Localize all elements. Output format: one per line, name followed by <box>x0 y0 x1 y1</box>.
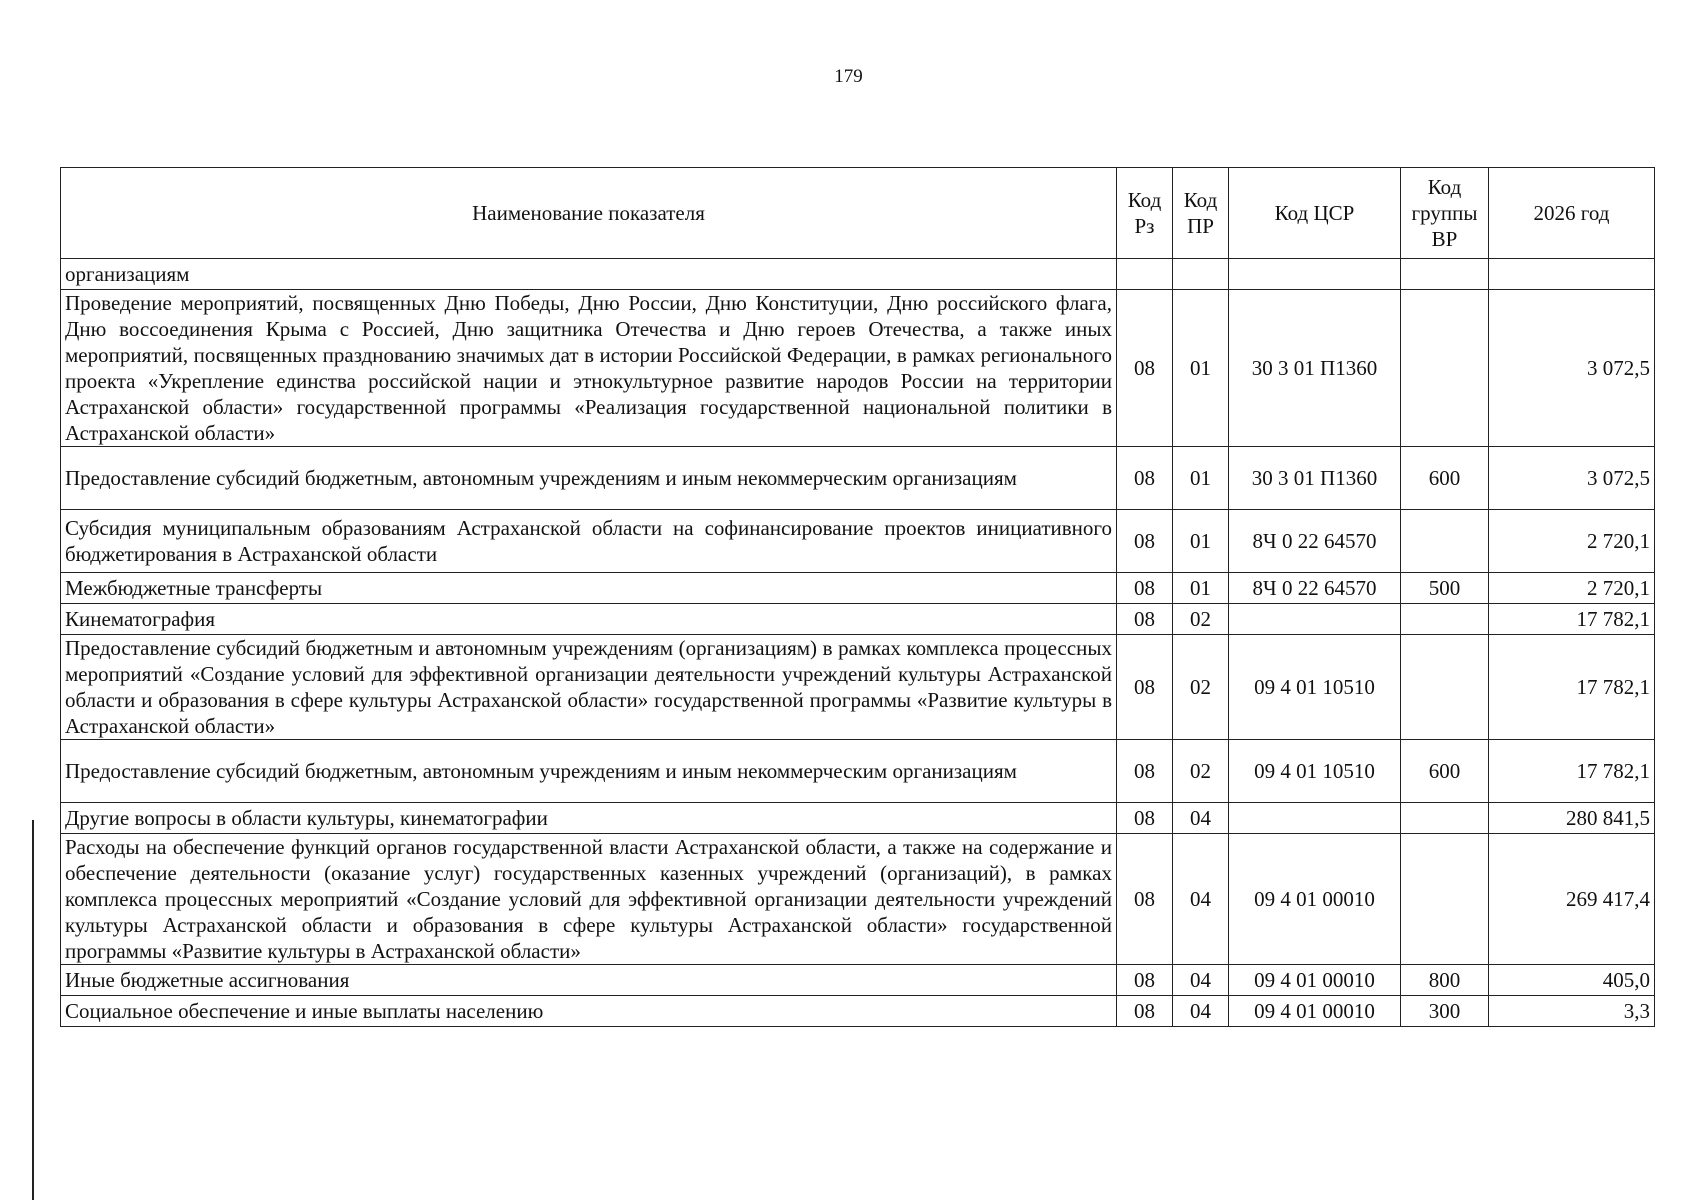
row-vr: 600 <box>1401 740 1489 803</box>
row-name: Проведение мероприятий, посвященных Дню Победы, Дню России, Дню Конституции, Дню российского флага, Дню воссоединения Крыма с Россией, Дню защитника Отечества и Дню героев Отечества, а также иных мероприятий, посвященных празднованию значимых дат в истории Российской Федерации, в рамках регионального проекта «Укрепление единства российской нации и этнокультурное развитие народов России на территории Астраханской области» государственной программы «Реализация государственной национальной политики в Астраханской области» <box>61 290 1117 447</box>
table-row <box>61 834 1655 965</box>
row-vr: 600 <box>1401 447 1489 510</box>
row-name: Иные бюджетные ассигнования <box>61 965 1117 996</box>
row-name: Субсидия муниципальным образованиям Астраханской области на софинансирование проектов инициативного бюджетирования в Астраханской области <box>61 510 1117 573</box>
row-amount: 405,0 <box>1489 965 1655 996</box>
table-row <box>61 740 1655 803</box>
row-pr: 04 <box>1173 803 1229 834</box>
table-row <box>61 803 1655 834</box>
row-name: Расходы на обеспечение функций органов государственной власти Астраханской области, а также на содержание и обеспечение деятельности (оказание услуг) государственных казенных учреждений (организаций), в рамках комплекса процессных мероприятий «Создание условий для эффективной организации деятельности учреждений культуры Астраханской области и образования в сфере культуры Астраханской области» государственной программы «Развитие культуры в Астраханской области» <box>61 834 1117 965</box>
row-vr <box>1401 803 1489 834</box>
table-row <box>61 604 1655 635</box>
row-name: Предоставление субсидий бюджетным и автономным учреждениям (организациям) в рамках комплекса процессных мероприятий «Создание условий для эффективной организации деятельности учреждений культуры Астраханской области и образования в сфере культуры Астраханской области» государственной программы «Развитие культуры в Астраханской области» <box>61 635 1117 740</box>
row-vr: 300 <box>1401 996 1489 1027</box>
row-pr: 02 <box>1173 740 1229 803</box>
row-rz <box>1117 259 1173 290</box>
row-amount: 3 072,5 <box>1489 290 1655 447</box>
table-row <box>61 573 1655 604</box>
row-pr: 01 <box>1173 447 1229 510</box>
table-row <box>61 510 1655 573</box>
row-vr <box>1401 635 1489 740</box>
row-name: Межбюджетные трансферты <box>61 573 1117 604</box>
row-csr: 09 4 01 00010 <box>1229 834 1401 965</box>
row-vr: 500 <box>1401 573 1489 604</box>
budget-table <box>60 167 1655 1027</box>
row-csr: 30 3 01 П1360 <box>1229 290 1401 447</box>
header-csr: Код ЦСР <box>1229 168 1401 259</box>
row-amount: 3 072,5 <box>1489 447 1655 510</box>
row-name: Социальное обеспечение и иные выплаты населению <box>61 996 1117 1027</box>
row-name: Другие вопросы в области культуры, кинематографии <box>61 803 1117 834</box>
row-name: Кинематография <box>61 604 1117 635</box>
row-rz: 08 <box>1117 965 1173 996</box>
table-row <box>61 635 1655 740</box>
table-row <box>61 447 1655 510</box>
row-csr <box>1229 604 1401 635</box>
row-name: организациям <box>61 259 1117 290</box>
header-year: 2026 год <box>1489 168 1655 259</box>
row-name: Предоставление субсидий бюджетным, автономным учреждениям и иным некоммерческим организациям <box>61 740 1117 803</box>
row-rz: 08 <box>1117 635 1173 740</box>
row-rz: 08 <box>1117 740 1173 803</box>
row-vr <box>1401 259 1489 290</box>
row-pr: 04 <box>1173 996 1229 1027</box>
row-csr: 8Ч 0 22 64570 <box>1229 573 1401 604</box>
row-amount: 2 720,1 <box>1489 510 1655 573</box>
row-csr: 09 4 01 10510 <box>1229 740 1401 803</box>
row-pr: 01 <box>1173 290 1229 447</box>
table-header-row <box>61 168 1655 259</box>
row-pr: 02 <box>1173 635 1229 740</box>
row-csr: 09 4 01 10510 <box>1229 635 1401 740</box>
table-row <box>61 965 1655 996</box>
row-rz: 08 <box>1117 803 1173 834</box>
row-csr: 8Ч 0 22 64570 <box>1229 510 1401 573</box>
row-pr: 01 <box>1173 573 1229 604</box>
row-vr <box>1401 834 1489 965</box>
row-rz: 08 <box>1117 510 1173 573</box>
row-amount <box>1489 259 1655 290</box>
row-name: Предоставление субсидий бюджетным, автономным учреждениям и иным некоммерческим организациям <box>61 447 1117 510</box>
row-amount: 17 782,1 <box>1489 635 1655 740</box>
row-csr <box>1229 259 1401 290</box>
row-rz: 08 <box>1117 604 1173 635</box>
row-rz: 08 <box>1117 447 1173 510</box>
row-pr <box>1173 259 1229 290</box>
row-pr: 04 <box>1173 965 1229 996</box>
row-rz: 08 <box>1117 290 1173 447</box>
row-csr: 09 4 01 00010 <box>1229 965 1401 996</box>
header-pr: Код ПР <box>1173 168 1229 259</box>
margin-rule <box>32 820 34 1200</box>
row-amount: 269 417,4 <box>1489 834 1655 965</box>
table-row <box>61 290 1655 447</box>
row-rz: 08 <box>1117 834 1173 965</box>
header-name: Наименование показателя <box>61 168 1117 259</box>
row-vr <box>1401 510 1489 573</box>
table-row <box>61 996 1655 1027</box>
header-rz: Код Рз <box>1117 168 1173 259</box>
row-csr: 30 3 01 П1360 <box>1229 447 1401 510</box>
page-number: 179 <box>834 66 863 87</box>
row-vr <box>1401 290 1489 447</box>
row-pr: 02 <box>1173 604 1229 635</box>
table-row <box>61 259 1655 290</box>
row-csr <box>1229 803 1401 834</box>
row-rz: 08 <box>1117 996 1173 1027</box>
row-rz: 08 <box>1117 573 1173 604</box>
header-vr: Код группы ВР <box>1401 168 1489 259</box>
row-vr: 800 <box>1401 965 1489 996</box>
row-amount: 17 782,1 <box>1489 604 1655 635</box>
row-amount: 17 782,1 <box>1489 740 1655 803</box>
row-pr: 01 <box>1173 510 1229 573</box>
row-amount: 3,3 <box>1489 996 1655 1027</box>
row-pr: 04 <box>1173 834 1229 965</box>
row-amount: 280 841,5 <box>1489 803 1655 834</box>
row-vr <box>1401 604 1489 635</box>
row-csr: 09 4 01 00010 <box>1229 996 1401 1027</box>
row-amount: 2 720,1 <box>1489 573 1655 604</box>
